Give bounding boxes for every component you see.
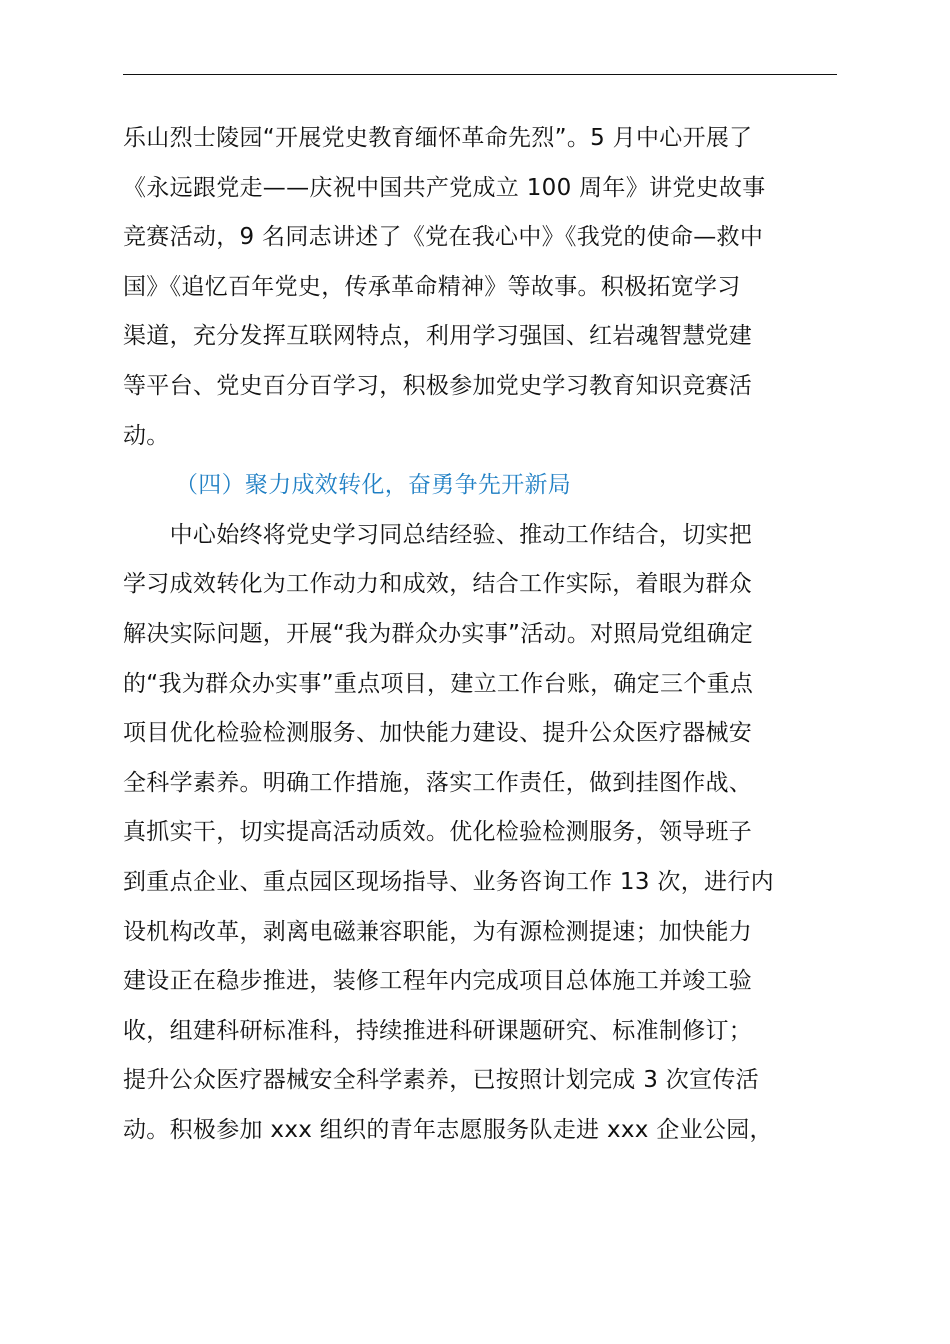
paragraph-line: 乐山烈士陵园“开展党史教育缅怀革命先烈”。5 月中心开展了 xyxy=(123,125,753,151)
paragraph-line: 解决实际问题，开展“我为群众办实事”活动。对照局党组确定 xyxy=(123,620,754,647)
body-text xyxy=(123,114,843,1155)
paragraph-line: 动。积极参加 xxx 组织的青年志愿服务队走进 xxx 企业公园， xyxy=(123,1116,773,1143)
paragraph-line: 的“我为群众办实事”重点项目，建立工作台账，确定三个重点 xyxy=(123,670,754,697)
paragraph-line: 动。 xyxy=(123,422,170,449)
paragraph-line: 建设正在稳步推进，装修工程年内完成项目总体施工并竣工验 xyxy=(123,968,753,995)
paragraph-line: 《永远跟党走——庆祝中国共产党成立 100 周年》讲党史故事 xyxy=(123,174,766,201)
paragraph-line: 真抓实干，切实提高活动质效。优化检验检测服务，领导班子 xyxy=(123,819,753,846)
paragraph-line: 全科学素养。明确工作措施，落实工作责任，做到挂图作战、 xyxy=(123,769,753,796)
paragraph-line: 中心始终将党史学习同总结经验、推动工作结合，切实把 xyxy=(123,521,753,548)
paragraph-line: 等平台、党史百分百学习，积极参加党史学习教育知识竞赛活 xyxy=(123,372,753,399)
paragraph-line: 竞赛活动，9 名同志讲述了《党在我心中》《我党的使命—救中 xyxy=(123,224,764,251)
paragraph-line: 收，组建科研标准科，持续推进科研课题研究、标准制修订； xyxy=(123,1017,753,1044)
paragraph-line: 到重点企业、重点园区现场指导、业务咨询工作 13 次，进行内 xyxy=(123,868,774,895)
paragraph-line: 渠道，充分发挥互联网特点，利用学习强国、红岩魂智慧党建 xyxy=(123,323,753,350)
section-heading: （四）聚力成效转化，奋勇争先开新局 xyxy=(175,472,572,499)
paragraph-line: 设机构改革，剥离电磁兼容职能，为有源检测提速；加快能力 xyxy=(123,918,753,945)
paragraph-line: 国》《追忆百年党史，传承革命精神》等故事。积极拓宽学习 xyxy=(123,273,741,300)
paragraph-line: 项目优化检验检测服务、加快能力建设、提升公众医疗器械安 xyxy=(123,720,753,747)
paragraph-line: 提升公众医疗器械安全科学素养，已按照计划完成 3 次宣传活 xyxy=(123,1067,759,1094)
paragraph-line: 学习成效转化为工作动力和成效，结合工作实际，着眼为群众 xyxy=(123,571,753,598)
header-rule xyxy=(123,74,837,75)
